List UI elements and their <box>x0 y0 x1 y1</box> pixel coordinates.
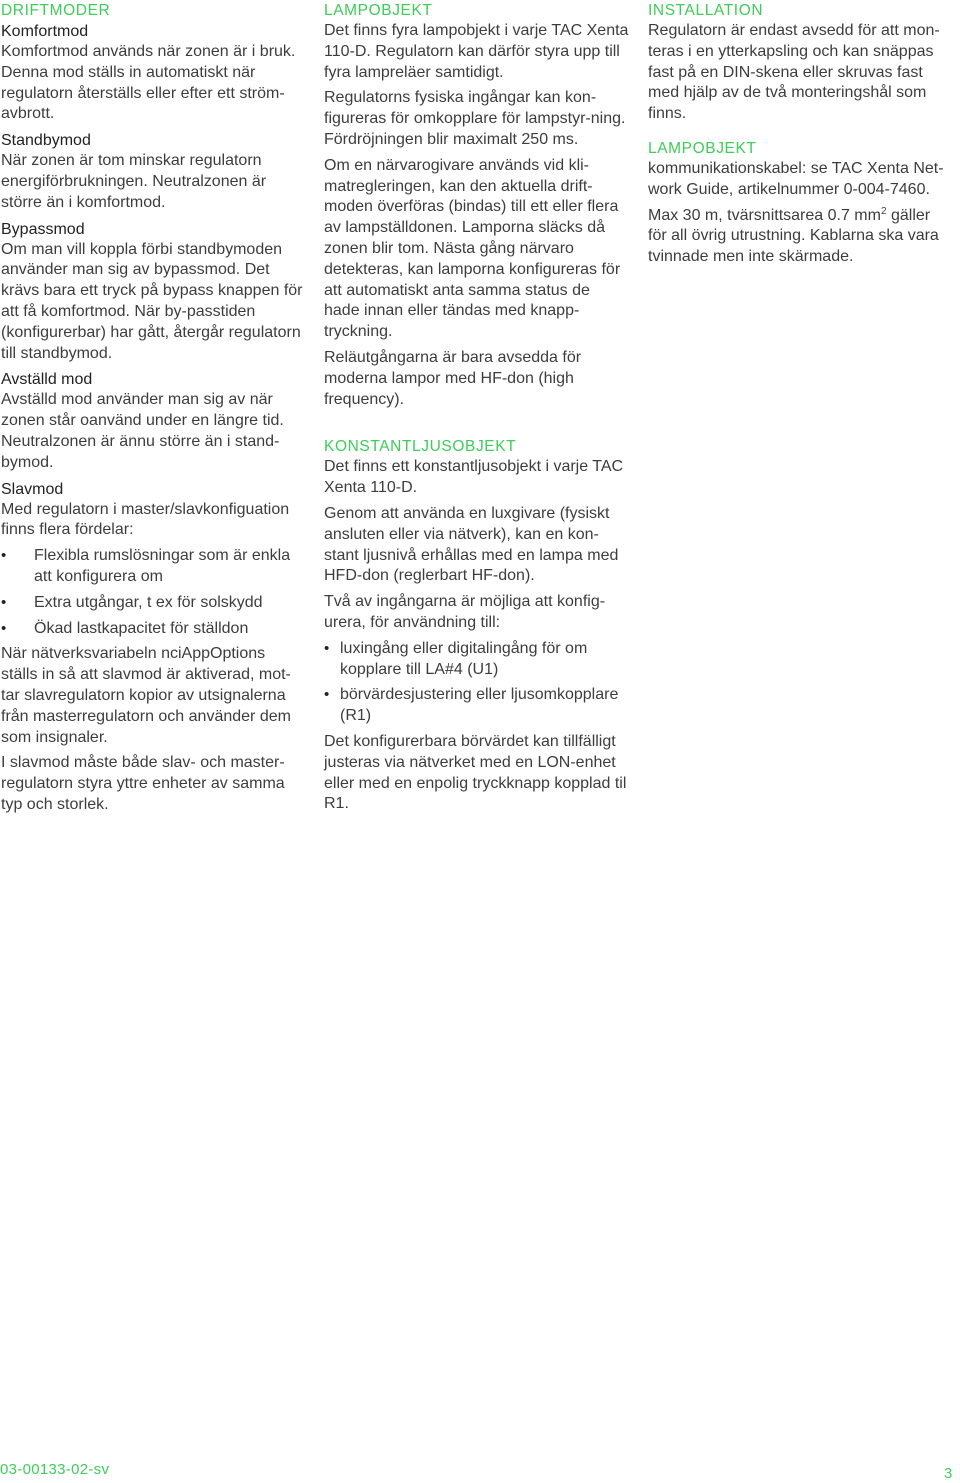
section-title-konstantljusobjekt: KONSTANTLJUSOBJEKT <box>324 438 517 456</box>
superscript-2: 2 <box>880 205 887 217</box>
konstantljus-paragraph: Det konfigurerbara börvärdet kan tillfälligt justeras via nätverket med en LON-enhet eller med en enpolig tryckknapp kopplad til R1. <box>324 732 627 813</box>
section-title-installation: INSTALLATION <box>648 2 764 19</box>
bypassmod-section <box>1 219 306 365</box>
avstalld-mod-text: Avställd mod använder man sig av när zonen står oanvänd under en längre tid. Neutralzonen är ännu större än i stand-bymod. <box>1 391 284 471</box>
page-number: 3 <box>944 1465 953 1482</box>
lampobjekt-paragraph: Om en närvarogivare används vid kli-matregleringen, kan den aktuella drift-moden överföras (bindas) till ett eller flera av lampställdonen. Lamporna släcks då zonen blir tom. Nästa gång närvaro detekteras, kan lamporna konfigureras för att automatiskt anta samma status de hade innan eller tändas med knapp-tryckning. <box>324 156 621 341</box>
bypassmod-text: Om man vill koppla förbi standbymoden använder man sig av bypassmod. Det krävs bara ett tryck på bypass knappen för att få komfortmod. När by-passtiden (konfigurerbar) har gått, återgår regulatorn till standbymod. <box>1 240 303 362</box>
section-title-driftmoder: DRIFTMODER <box>1 2 111 19</box>
slavmod-paragraph: När nätverksvariabeln nciAppOptions ställs in så att slavmod är aktiverad, mot-tar slavregulatorn kopior av utsignalerna från masterregulatorn och använder dem som insignaler. <box>1 645 291 746</box>
avstalld-mod-heading: Avställd mod <box>1 371 93 389</box>
list-item: • Ökad lastkapacitet för ställdon <box>1 619 306 640</box>
section-title-lampobjekt: LAMPOBJEKT <box>324 2 433 19</box>
komfortmod-text: Komfortmod används när zonen är i bruk. Denna mod ställs in automatiskt när regulatorn återställs eller efter ett ström-avbrott. <box>1 43 296 123</box>
standbymod-section <box>1 130 306 213</box>
section-title-lampobjekt-cable: LAMPOBJEKT <box>648 139 757 157</box>
slavmod-heading: Slavmod <box>1 480 64 498</box>
document-code: 03-00133-02-sv <box>0 1461 110 1478</box>
komfortmod-heading: Komfortmod <box>1 23 89 40</box>
column-installation <box>648 0 953 273</box>
avstalld-mod-section <box>1 369 306 473</box>
slavmod-section <box>1 479 306 816</box>
list-item: • luxingång eller digitalingång för om kopplare till LA#4 (U1) <box>324 639 629 681</box>
bypassmod-heading: Bypassmod <box>1 220 85 238</box>
lampobjekt-paragraph: Det finns fyra lampobjekt i varje TAC Xenta 110-D. Regulatorn kan därför styra upp till fyra lampreläer samtidigt. <box>324 22 629 81</box>
konstantljus-input-list <box>324 639 629 727</box>
cable-paragraph: kommunikationskabel: se TAC Xenta Net-work Guide, artikelnummer 0-004-7460. <box>648 159 944 198</box>
column-lampobjekt <box>324 0 629 820</box>
installation-paragraph: Regulatorn är endast avsedd för att mon-teras i en ytterkapsling och kan snäppas fast på en DIN-skena eller skruvas fast med hjälp av de två monteringshål som finns. <box>648 22 940 123</box>
cable-spec-text-cont: gäller för all övrig utrustning. Kablarna ska vara tvinnade men inte skärmade. <box>648 206 939 266</box>
list-item: • börvärdesjustering eller ljusomkopplare (R1) <box>324 685 629 727</box>
komfortmod-section <box>1 21 306 125</box>
lampobjekt-paragraph: Reläutgångarna är bara avsedda för moderna lampor med HF-don (high frequency). <box>324 348 582 408</box>
konstantljus-paragraph: Två av ingångarna är möjliga att konfig-urera, för användning till: <box>324 593 606 631</box>
konstantljus-paragraph: Genom att använda en luxgivare (fysiskt ansluten eller via nätverk), kan en kon-stant ljusnivå erhållas med en lampa med HFD-don (reglerbart HF-don). <box>324 504 619 585</box>
slavmod-benefit-list <box>1 546 306 639</box>
slavmod-paragraph: I slavmod måste både slav- och master-regulatorn styra yttre enheter av samma typ och storlek. <box>1 754 285 813</box>
list-item: • Extra utgångar, t ex för solskydd <box>1 593 306 614</box>
lampobjekt-paragraph: Regulatorns fysiska ingångar kan kon-figureras för omkopplare för lampstyr-ning. Fördröjningen blir maximalt 250 ms. <box>324 89 626 148</box>
konstantljus-paragraph: Det finns ett konstantljusobjekt i varje TAC Xenta 110-D. <box>324 458 624 497</box>
column-driftmoder <box>1 0 306 821</box>
list-item: • Flexibla rumslösningar som är enkla att konfigurera om <box>1 546 306 588</box>
standbymod-text: När zonen är tom minskar regulatorn energiförbrukningen. Neutralzonen är större än i komfortmod. <box>1 152 267 211</box>
cable-paragraph-wire <box>648 206 953 268</box>
standbymod-heading: Standbymod <box>1 132 91 150</box>
slavmod-intro: Med regulatorn i master/slavkonfiguation finns flera fördelar: <box>1 500 290 539</box>
cable-spec-text: Max 30 m, tvärsnittsarea 0.7 mm <box>648 206 881 224</box>
